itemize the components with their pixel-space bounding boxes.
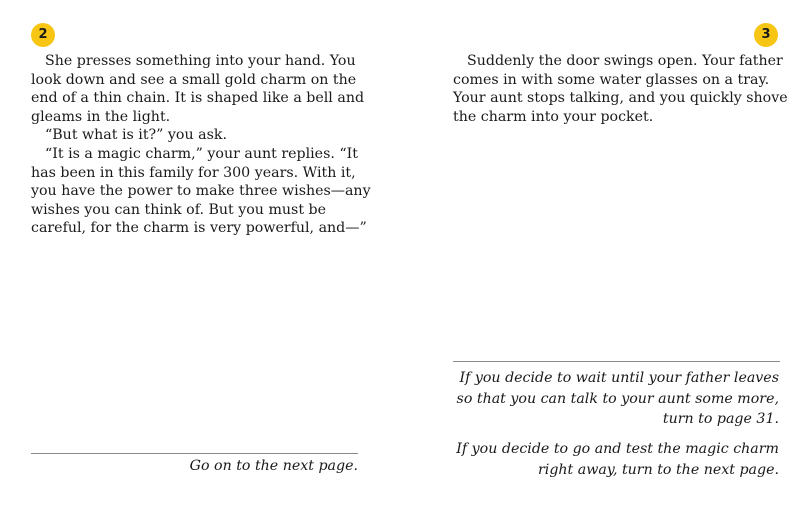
story-paragraph: “It is a magic charm,” your aunt replies. “It has been in this family for 300 years. With it, you have the power to make three wishes—any wishes you can think of. But you must be careful, for the charm is very powerful, and—” [31, 145, 371, 237]
choice-wait-for-father: If you decide to wait until your father leaves so that you can talk to your aunt some more, turn to page 31. [456, 370, 779, 427]
right-page [405, 0, 810, 512]
story-paragraph: She presses something into your hand. You look down and see a small gold charm on the end of a thin chain. It is shaped like a bell and gleams in the light. [31, 53, 365, 125]
story-paragraph: “But what is it?” you ask. [45, 127, 227, 144]
choice-test-charm: If you decide to go and test the magic charm right away, turn to the next page. [456, 441, 779, 478]
divider-rule [453, 361, 780, 362]
story-text [453, 52, 793, 126]
story-text [31, 52, 371, 238]
page-number-badge: 3 [754, 23, 778, 47]
story-paragraph: Suddenly the door swings open. Your father comes in with some water glasses on a tray. Your aunt stops talking, and you quickly shove the charm into your pocket. [453, 53, 788, 125]
go-on-instruction: Go on to the next page. [189, 458, 358, 474]
divider-rule [31, 453, 358, 454]
page-number-badge: 2 [31, 23, 55, 47]
